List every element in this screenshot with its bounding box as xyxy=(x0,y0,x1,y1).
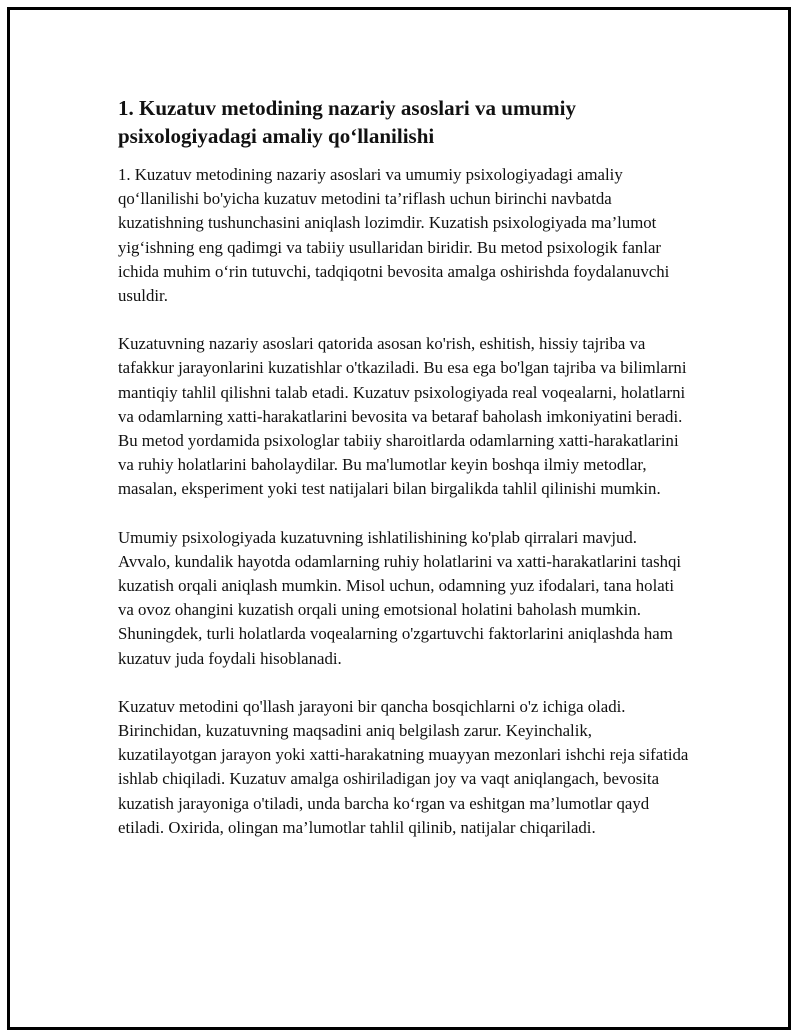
paragraph-1: 1. Kuzatuv metodining nazariy asoslari va umumiy psixologiyadagi amaliy qo‘llanilishi bo'yicha kuzatuv metodini ta’riflash uchun birinchi navbatda kuzatishning tushunchasini aniqlash lozimdir. Kuzatish psixologiyada ma’lumot yig‘ishning eng qadimgi va tabiiy usullaridan biridir. Bu metod psixologik fanlar ichida muhim o‘rin tutuvchi, tadqiqotni bevosita amalga oshirishda foydalanuvchi usuldir. xyxy=(118,165,670,306)
paragraph-2: Kuzatuvning nazariy asoslari qatorida asosan ko'rish, eshitish, hissiy tajriba va tafakkur jarayonlarini kuzatishlar o'tkaziladi. Bu esa ega bo'lgan tajriba va bilimlarni mantiqiy tahlil qilishni talab etadi. Kuzatuv psixologiyada real voqealarni, holatlarni va odamlarning xatti-harakatlarini bevosita va betaraf baholash imkoniyatini beradi. Bu metod yordamida psixologlar tabiiy sharoitlarda odamlarning xatti-harakatlarini va ruhiy holatlarini baholaydilar. Bu ma'lumotlar keyin boshqa ilmiy metodlar, masalan, eksperiment yoki test natijalari bilan birgalikda tahlil qilinishi mumkin. xyxy=(118,334,687,499)
document-title: 1. Kuzatuv metodining nazariy asoslari va umumiy psixologiyadagi amaliy qo‘llanilishi xyxy=(118,96,576,148)
document-body xyxy=(118,94,690,864)
paragraph-3: Umumiy psixologiyada kuzatuvning ishlatilishining ko'plab qirralari mavjud. Avvalo, kundalik hayotda odamlarning ruhiy holatlarini va xatti-harakatlarini tashqi kuzatish orqali aniqlash mumkin. Misol uchun, odamning yuz ifodalari, tana holati va ovoz ohangini kuzatish orqali uning emotsional holatini baholash mumkin. Shuningdek, turli holatlarda voqealarning o'zgartuvchi faktorlarini aniqlashda ham kuzatuv juda foydali hisoblanadi. xyxy=(118,527,682,668)
paragraph-4: Kuzatuv metodini qo'llash jarayoni bir qancha bosqichlarni o'z ichiga oladi. Birinchidan, kuzatuvning maqsadini aniq belgilash zarur. Keyinchalik, kuzatilayotgan jarayon yoki xatti-harakatning muayyan mezonlari ishchi reja sifatida ishlab chiqiladi. Kuzatuv amalga oshiriladigan joy va vaqt aniqlangach, bevosita kuzatish jarayoniga o'tiladi, unda barcha ko‘rgan va eshitgan ma’lumotlar qayd etiladi. Oxirida, olingan ma’lumotlar tahlil qilinib, natijalar chiqariladi. xyxy=(118,696,689,837)
